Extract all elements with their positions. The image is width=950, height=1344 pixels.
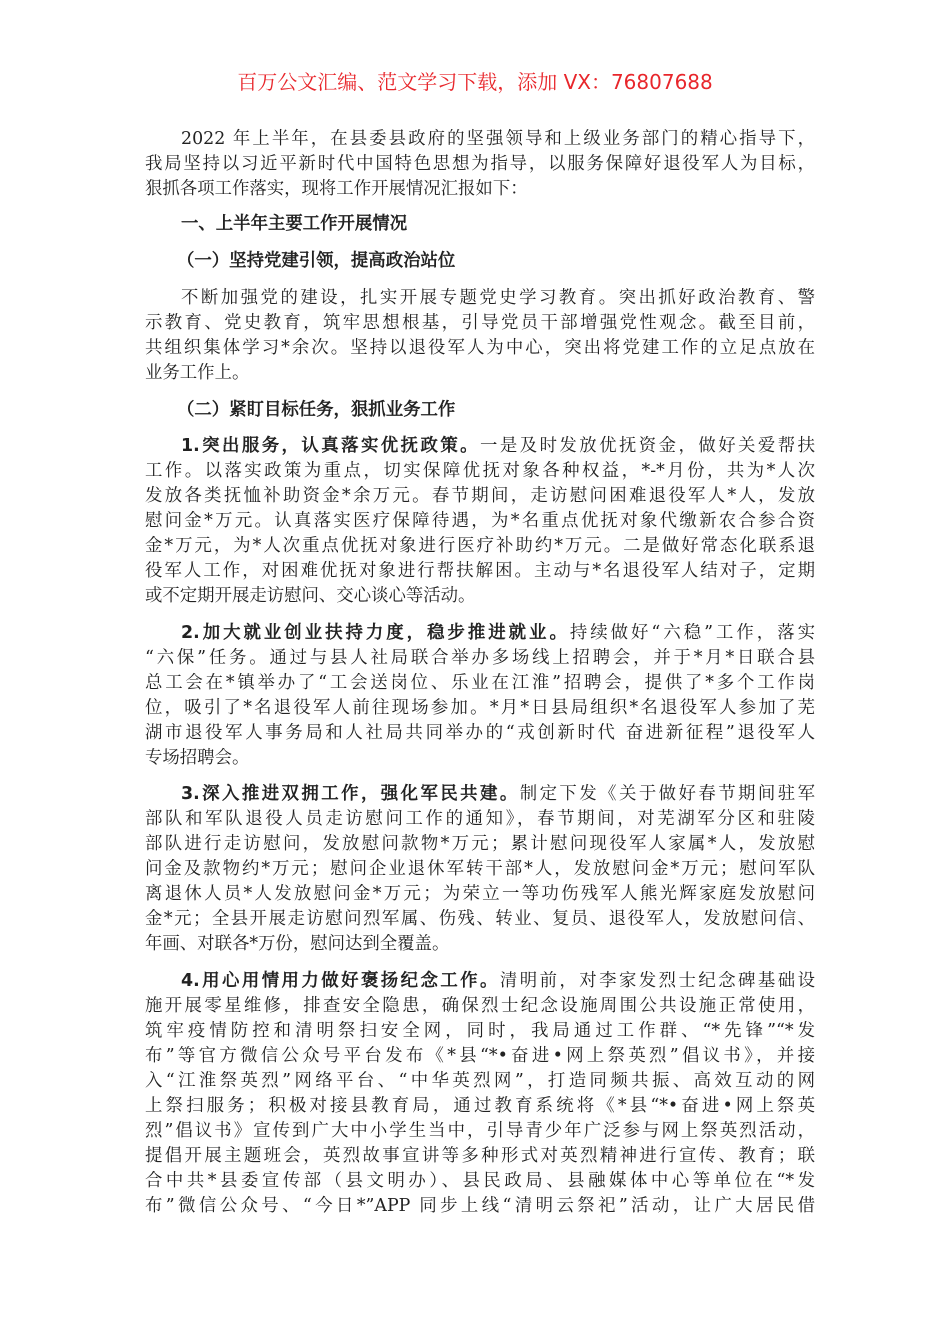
text-line: 烈”倡议书》宣传到广大中小学生当中，引导青少年广泛参与网上祭英烈活动， [145, 1121, 815, 1141]
text-line: 专场招聘会。 [145, 748, 250, 768]
text-line: 金*万元，为*人次重点优抚对象进行医疗补助约*万元。二是做好常态化联系退 [145, 536, 815, 556]
text-line: 慰问金*万元。认真落实医疗保障待遇，为*名重点优抚对象代缴新农合参合资 [145, 511, 815, 531]
text-line: 业务工作上。 [145, 363, 250, 383]
text-line: 提倡开展主题班会，英烈故事宣讲等多种形式对英烈精神进行宣传、教育；联 [145, 1146, 815, 1166]
watermark-banner: 百万公文汇编、范文学习下载，添加 VX：76807688 [237, 70, 713, 94]
text-line: 部队和军队退役人员走访慰问工作的通知》，春节期间，对芜湖军分区和驻陵 [145, 809, 815, 829]
item-lead: 2.加大就业创业扶持力度，稳步推进就业。 [181, 623, 570, 643]
text-line: 狠抓各项工作落实，现将工作开展情况汇报如下： [145, 179, 528, 199]
subsection-heading: （一）坚持党建引领，提高政治站位 [177, 251, 456, 271]
text-line: 湖市退役军人事务局和人社局共同举办的“戎创新时代 奋进新征程”退役军人 [145, 723, 815, 743]
text-line: 工作。以落实政策为重点，切实保障优抚对象各种权益，*-*月份，共为*人次 [145, 461, 815, 481]
text-line: 示教育、党史教育，筑牢思想根基，引导党员干部增强党性观念。截至目前， [145, 313, 815, 333]
text-line: 施开展零星维修，排查安全隐患，确保烈士纪念设施周围公共设施正常使用， [145, 996, 815, 1016]
text-line: 问金及款物约*万元；慰问企业退休军转干部*人，发放慰问金*万元；慰问军队 [145, 859, 815, 879]
text-line: 清明前，对李家发烈士纪念碑基础设 [499, 971, 815, 991]
item-paragraph-2 [145, 621, 815, 771]
text-line: 金*元；全县开展走访慰问烈军属、伤残、转业、复员、退役军人，发放慰问信、 [145, 909, 815, 929]
text-line: 部队进行走访慰问，发放慰问款物*万元；累计慰问现役军人家属*人，发放慰 [145, 834, 815, 854]
text-line: 一是及时发放优抚资金，做好关爱帮扶 [480, 436, 815, 456]
text-line: 我局坚持以习近平新时代中国特色思想为指导，以服务保障好退役军人为目标， [145, 154, 815, 174]
text-line: 合中共*县委宣传部（县文明办）、县民政局、县融媒体中心等单位在“*发 [145, 1171, 815, 1191]
text-line: 2022 年上半年，在县委县政府的坚强领导和上级业务部门的精心指导下， [181, 129, 815, 149]
intro-paragraph [145, 127, 815, 202]
subsection-heading: （二）紧盯目标任务，狠抓业务工作 [177, 400, 456, 420]
text-line: 或不定期开展走访慰问、交心谈心等活动。 [145, 586, 476, 606]
item-paragraph-4 [145, 969, 815, 1219]
text-line: 离退休人员*人发放慰问金*万元；为荣立一等功伤残军人熊光辉家庭发放慰问 [145, 884, 815, 904]
item-lead: 1.突出服务，认真落实优抚政策。 [181, 436, 481, 456]
text-line: 筑牢疫情防控和清明祭扫安全网，同时，我局通过工作群、“*先锋”“*发 [145, 1021, 815, 1041]
item-lead: 3.深入推进双拥工作，强化军民共建。 [181, 784, 520, 804]
text-line: 不断加强党的建设，扎实开展专题党史学习教育。突出抓好政治教育、警 [181, 288, 815, 308]
text-line: 布”微信公众号、“今日*”APP 同步上线“清明云祭祀”活动，让广大居民借 [145, 1196, 815, 1216]
text-line: 年画、对联各*万份，慰问达到全覆盖。 [145, 934, 450, 954]
text-line: 发放各类抚恤补助资金*余万元。春节期间，走访慰问困难退役军人*人，发放 [145, 486, 815, 506]
text-line: 位，吸引了*名退役军人前往现场参加。*月*日县局组织*名退役军人参加了芜 [145, 698, 815, 718]
item-lead: 4.用心用情用力做好褒扬纪念工作。 [181, 971, 500, 991]
text-line: “六保”任务。通过与县人社局联合举办多场线上招聘会，并于*月*日联合县 [145, 648, 815, 668]
section-heading: 一、上半年主要工作开展情况 [181, 214, 408, 234]
text-line: 制定下发《关于做好春节期间驻军 [519, 784, 815, 804]
text-line: 布”等官方微信公众号平台发布《*县“*•奋进•网上祭英烈”倡议书》，并接 [145, 1046, 815, 1066]
text-line: 上祭扫服务；积极对接县教育局，通过教育系统将《*县“*•奋进•网上祭英 [145, 1096, 815, 1116]
item-paragraph-1 [145, 434, 815, 609]
text-line: 入“江淮祭英烈”网络平台、“中华英烈网”，打造同频共振、高效互动的网 [145, 1071, 815, 1091]
item-paragraph-3 [145, 782, 815, 957]
text-line: 持续做好“六稳”工作，落实 [569, 623, 815, 643]
text-line: 共组织集体学习*余次。坚持以退役军人为中心，突出将党建工作的立足点放在 [145, 338, 815, 358]
text-line: 总工会在*镇举办了“工会送岗位、乐业在江淮”招聘会，提供了*多个工作岗 [145, 673, 815, 693]
text-line: 役军人工作，对困难优抚对象进行帮扶解困。主动与*名退役军人结对子，定期 [145, 561, 815, 581]
paragraph [145, 286, 815, 386]
